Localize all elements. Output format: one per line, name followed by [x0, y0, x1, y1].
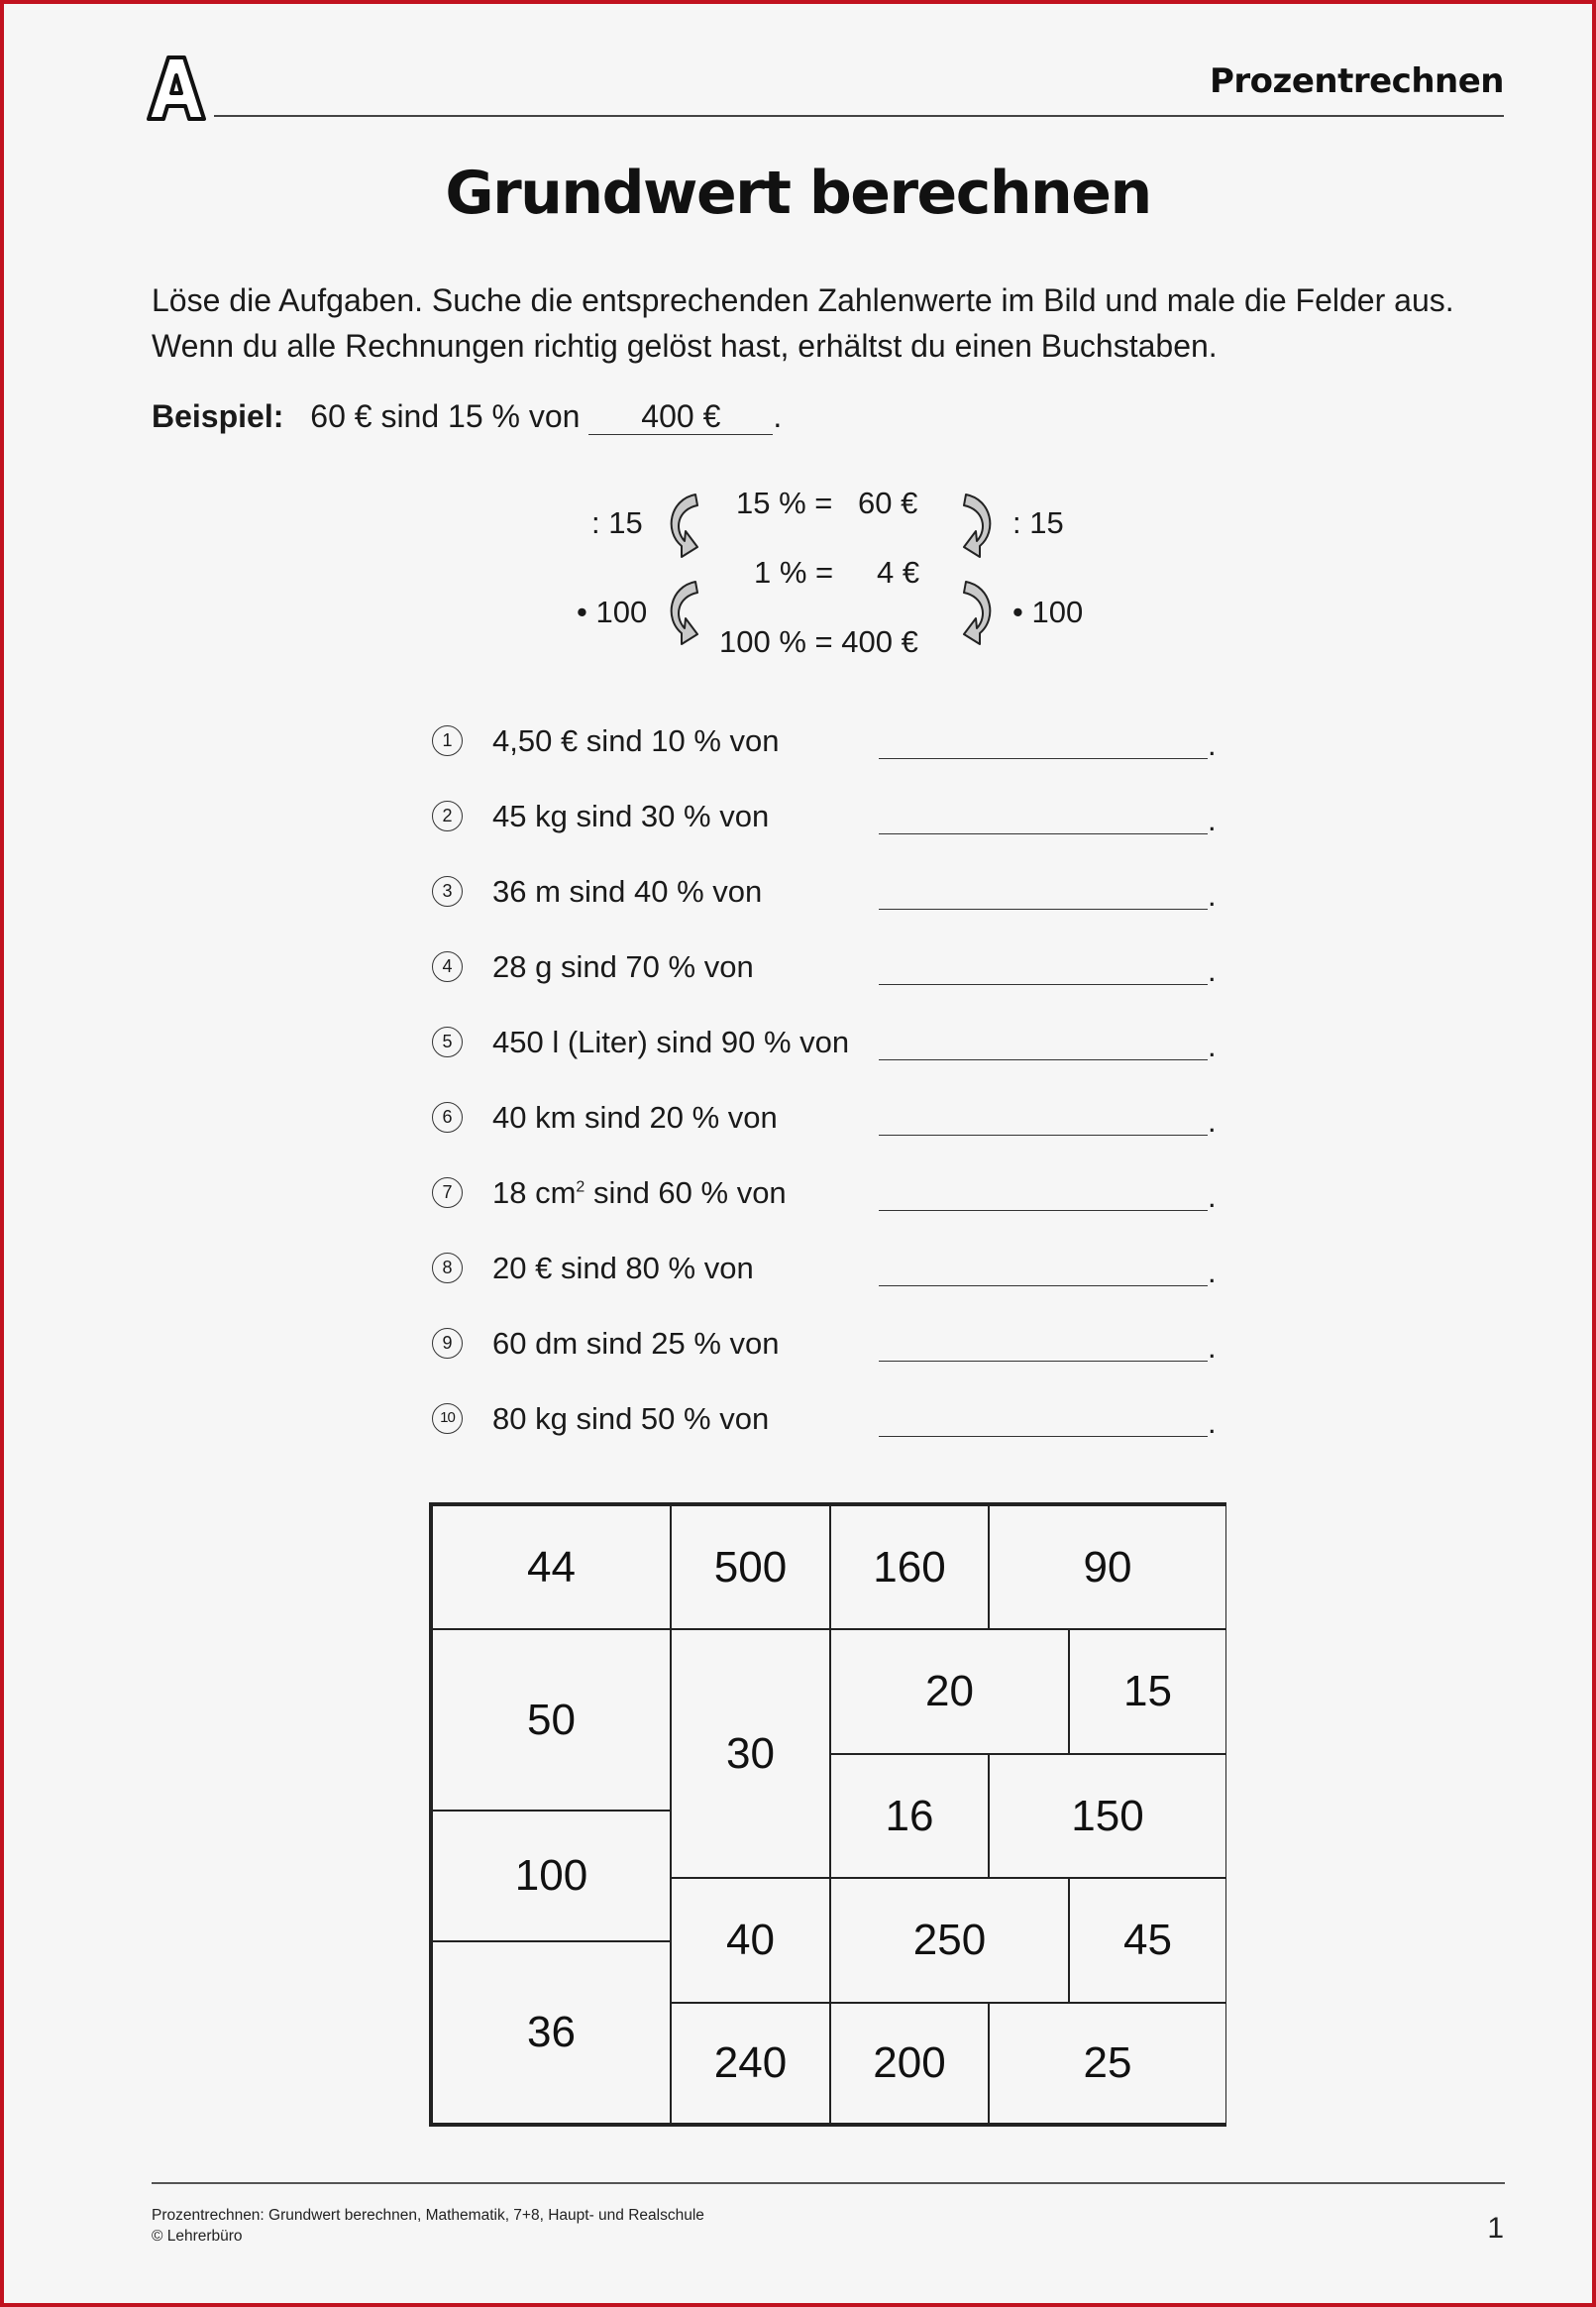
grid-cell[interactable]: 50 [432, 1629, 671, 1811]
instruction-line: Wenn du alle Rechnungen richtig gelöst hast, erhältst du einen Buchstaben. [152, 328, 1218, 364]
grid-cell[interactable]: 15 [1069, 1629, 1226, 1754]
footer-source: Prozentrechnen: Grundwert berechnen, Mathematik, 7+8, Haupt- und Realschule [152, 2207, 704, 2224]
example-label: Beispiel: [152, 398, 284, 434]
task-text-main: 80 kg sind 50 % von [492, 1401, 770, 1436]
task-text-main: 20 € sind 80 % von [492, 1251, 754, 1285]
arrow-curved-left-icon [662, 492, 707, 569]
task-text [492, 1025, 849, 1060]
task-text-rest: sind 60 % von [585, 1175, 787, 1210]
answer-blank[interactable] [879, 1285, 1208, 1286]
task-text-main: 40 km sind 20 % von [492, 1100, 778, 1135]
scheme-row1-left: 15 % = [736, 486, 833, 520]
grid-cell[interactable]: 240 [671, 2003, 830, 2124]
task-end: . [1208, 1405, 1217, 1440]
coloring-grid [429, 1502, 1226, 2127]
task-number: 7 [432, 1177, 463, 1208]
scheme-divide-left: : 15 [591, 505, 643, 540]
page-title: Grundwert berechnen [445, 159, 1151, 228]
grid-cell[interactable]: 36 [432, 1941, 671, 2124]
answer-blank[interactable] [879, 833, 1208, 834]
scheme-multiply-right: • 100 [1012, 595, 1084, 629]
task-number: 3 [432, 876, 463, 907]
grid-cell[interactable]: 20 [830, 1629, 1069, 1754]
answer-blank[interactable] [879, 758, 1208, 759]
grid-cell[interactable]: 250 [830, 1878, 1069, 2003]
task-end: . [1208, 878, 1217, 913]
task-end: . [1208, 1104, 1217, 1139]
instruction-line: Löse die Aufgaben. Suche die entsprechenden Zahlenwerte im Bild und male die Felder aus. [152, 282, 1454, 318]
footer [152, 2205, 704, 2247]
task-end: . [1208, 1330, 1217, 1365]
task-end: . [1208, 803, 1217, 837]
grid-cell[interactable]: 45 [1069, 1878, 1226, 2003]
header-title: Prozentrechnen [1209, 61, 1504, 101]
task-number: 4 [432, 951, 463, 982]
task-end: . [1208, 953, 1217, 988]
grid-cell[interactable]: 16 [830, 1754, 989, 1878]
grid-cell[interactable]: 90 [989, 1505, 1226, 1629]
answer-blank[interactable] [879, 1436, 1208, 1437]
scheme-divide-right: : 15 [1012, 505, 1064, 540]
task-text [492, 949, 754, 985]
logo-a-icon [147, 55, 206, 121]
task-number: 10 [432, 1403, 463, 1434]
task-text [492, 1100, 778, 1136]
scheme-row2-left: 1 % = [754, 555, 834, 590]
grid-cell[interactable]: 40 [671, 1878, 830, 2003]
arrow-curved-right-icon [954, 492, 1000, 569]
answer-blank[interactable] [879, 909, 1208, 910]
task-number: 9 [432, 1328, 463, 1359]
grid-cell[interactable]: 200 [830, 2003, 989, 2124]
task-end: . [1208, 1179, 1217, 1214]
answer-blank[interactable] [879, 1361, 1208, 1362]
task-number: 2 [432, 801, 463, 831]
task-text-main: 36 m sind 40 % von [492, 874, 763, 909]
task-text [492, 799, 769, 834]
grid-cell[interactable]: 25 [989, 2003, 1226, 2124]
task-end: . [1208, 1029, 1217, 1063]
grid-cell[interactable]: 160 [830, 1505, 989, 1629]
task-text [492, 1175, 787, 1211]
grid-cell[interactable]: 500 [671, 1505, 830, 1629]
answer-blank[interactable] [879, 1210, 1208, 1211]
example [152, 398, 782, 435]
task-text-main: 18 cm [492, 1175, 577, 1210]
example-answer: 400 € [588, 398, 773, 435]
task-number: 1 [432, 725, 463, 756]
task-number: 6 [432, 1102, 463, 1133]
arrow-curved-right-icon [954, 579, 1000, 656]
header-divider [214, 115, 1504, 117]
answer-blank[interactable] [879, 1059, 1208, 1060]
grid-cell[interactable]: 150 [989, 1754, 1226, 1878]
task-number: 8 [432, 1253, 463, 1283]
calculation-scheme [555, 466, 1110, 674]
superscript-exponent: 2 [576, 1178, 585, 1196]
task-text-main: 28 g sind 70 % von [492, 949, 754, 984]
footer-copyright: © Lehrerbüro [152, 2228, 243, 2245]
instructions [152, 277, 1519, 369]
example-statement: 60 € sind 15 % von [310, 398, 581, 434]
task-text [492, 723, 780, 759]
task-text [492, 1251, 754, 1286]
task-text [492, 874, 762, 910]
task-text-main: 4,50 € sind 10 % von [492, 723, 780, 758]
scheme-row1-right: 60 € [858, 486, 918, 520]
task-text-main: 45 kg sind 30 % von [492, 799, 770, 833]
arrow-curved-left-icon [662, 579, 707, 656]
footer-divider [152, 2182, 1505, 2184]
grid-cell[interactable]: 30 [671, 1629, 830, 1878]
example-end: . [773, 398, 783, 434]
task-end: . [1208, 727, 1217, 762]
grid-cell[interactable]: 44 [432, 1505, 671, 1629]
scheme-multiply-left: • 100 [577, 595, 648, 629]
task-end: . [1208, 1255, 1217, 1289]
grid-cell[interactable]: 100 [432, 1811, 671, 1941]
task-text [492, 1326, 780, 1362]
answer-blank[interactable] [879, 984, 1208, 985]
task-text [492, 1401, 769, 1437]
page-number: 1 [1487, 2212, 1504, 2245]
task-number: 5 [432, 1027, 463, 1057]
scheme-row2-right: 4 € [877, 555, 920, 590]
answer-blank[interactable] [879, 1135, 1208, 1136]
scheme-row3: 100 % = 400 € [719, 624, 918, 659]
task-text-main: 450 l (Liter) sind 90 % von [492, 1025, 850, 1059]
task-text-main: 60 dm sind 25 % von [492, 1326, 780, 1361]
